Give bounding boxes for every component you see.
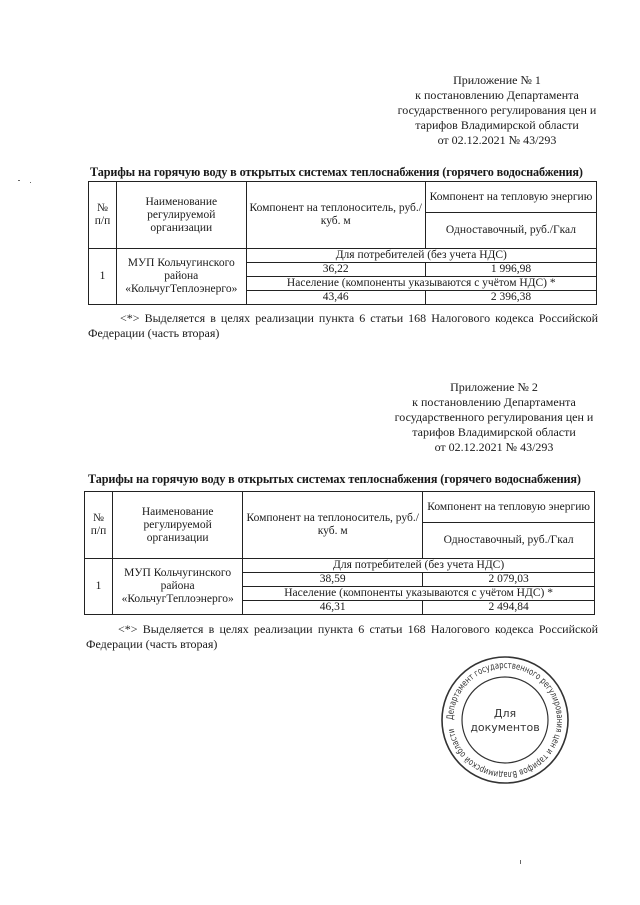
consumers-label: Для потребителей (без учета НДС): [246, 249, 596, 263]
appendix-1-date: от 02.12.2021 № 43/293: [437, 133, 557, 147]
header-heat-sub: Одноставочный, руб./Гкал: [425, 213, 596, 249]
stamp-center-line-2: документов: [470, 721, 540, 734]
consumers-label: Для потребителей (без учета НДС): [243, 559, 595, 573]
stamp-outer-ring: [442, 657, 568, 783]
org-name: МУП Кольчугинского района «КольчугТеплоэнерго»: [113, 559, 243, 615]
appendix-1-number: Приложение № 1: [453, 73, 541, 87]
row-number: 1: [85, 559, 113, 615]
header-heat: Компонент на тепловую энергию: [425, 182, 596, 213]
appendix-1-footnote-text: <*> Выделяется в целях реализации пункта 6 статьи 168 Налогового кодекса Российской Федерации (часть вторая): [88, 311, 598, 340]
official-stamp: [440, 655, 570, 785]
scan-speck: [520, 860, 521, 864]
population-heat-value: 2 494,84: [423, 601, 595, 615]
consumers-carrier-value: 36,22: [246, 263, 425, 277]
appendix-2-footnote: [86, 622, 598, 652]
population-label: Население (компоненты указываются с учётом НДС) *: [243, 587, 595, 601]
appendix-2-tariff-table: [84, 491, 595, 615]
appendix-1-title: Тарифы на горячую воду в открытых системах теплоснабжения (горячего водоснабжения): [90, 165, 583, 179]
row-number: 1: [89, 249, 117, 305]
stamp-inner-ring: [462, 677, 548, 763]
consumers-heat-value: 1 996,98: [425, 263, 596, 277]
stamp-center-line-1: Для: [493, 707, 517, 720]
appendix-2-number: Приложение № 2: [450, 380, 538, 394]
header-heat-sub: Одноставочный, руб./Гкал: [423, 523, 595, 559]
header-carrier: Компонент на теплоноситель, руб./куб. м: [243, 492, 423, 559]
stamp-ring-text: Департамент государственного регулирования цен и тарифов Владимирской области: [445, 660, 565, 780]
appendix-2-date: от 02.12.2021 № 43/293: [434, 440, 554, 454]
appendix-1-tariff-table: [88, 181, 597, 305]
header-heat: Компонент на тепловую энергию: [423, 492, 595, 523]
appendix-1-line-3: государственного регулирования цен и: [397, 103, 597, 117]
header-num: № п/п: [89, 182, 117, 249]
appendix-2-header: [385, 380, 603, 455]
population-carrier-value: 46,31: [243, 601, 423, 615]
header-carrier: Компонент на теплоноситель, руб./куб. м: [246, 182, 425, 249]
appendix-1-line-2: к постановлению Департамента: [415, 88, 579, 102]
appendix-1-footnote: [88, 311, 598, 341]
header-org: Наименование регулируемой организации: [116, 182, 246, 249]
consumers-carrier-value: 38,59: [243, 573, 423, 587]
scan-speck: [18, 180, 20, 181]
appendix-1-line-4: тарифов Владимирской области: [415, 118, 579, 132]
appendix-2-title: Тарифы на горячую воду в открытых системах теплоснабжения (горячего водоснабжения): [88, 472, 581, 486]
population-label: Население (компоненты указываются с учётом НДС) *: [246, 277, 596, 291]
header-num: № п/п: [85, 492, 113, 559]
appendix-1-header: [392, 73, 602, 148]
consumers-heat-value: 2 079,03: [423, 573, 595, 587]
appendix-2-line-3: государственного регулирования цен и: [394, 410, 594, 424]
org-name: МУП Кольчугинского района «КольчугТеплоэнерго»: [116, 249, 246, 305]
appendix-2-footnote-text: <*> Выделяется в целях реализации пункта 6 статьи 168 Налогового кодекса Российской Федерации (часть вторая): [86, 622, 598, 651]
population-carrier-value: 43,46: [246, 291, 425, 305]
header-org: Наименование регулируемой организации: [113, 492, 243, 559]
appendix-2-line-4: тарифов Владимирской области: [412, 425, 576, 439]
appendix-2-line-2: к постановлению Департамента: [412, 395, 576, 409]
population-heat-value: 2 396,38: [425, 291, 596, 305]
scan-speck: [30, 182, 31, 183]
